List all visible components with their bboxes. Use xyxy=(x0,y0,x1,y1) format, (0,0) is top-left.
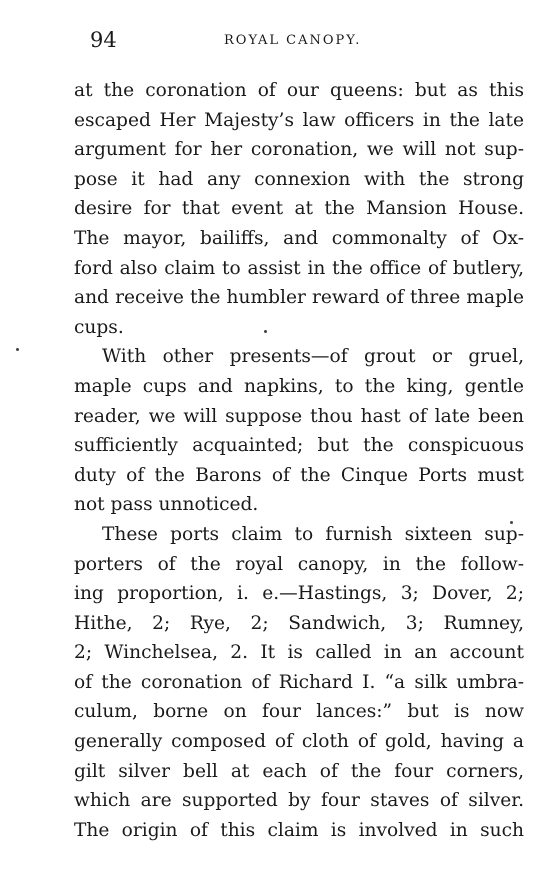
text-line: which are supported by four staves of silver. xyxy=(74,790,524,812)
text-line: not pass unnoticed. xyxy=(74,494,259,516)
text-line: argument for her coronation, we will not sup- xyxy=(74,139,524,161)
text-line: With other presents—of grout or gruel, xyxy=(102,346,524,368)
page-number: 94 xyxy=(90,28,117,52)
text-line: duty of the Barons of the Cinque Ports must xyxy=(74,464,524,486)
text-line: The origin of this claim is involved in such xyxy=(74,819,524,841)
text-line: These ports claim to furnish sixteen sup- xyxy=(102,523,524,545)
text-line: porters of the royal canopy, in the follow- xyxy=(74,553,524,575)
text-line: culum, borne on four lances:” but is now xyxy=(74,701,524,723)
text-line: 2; Winchelsea, 2. It is called in an account xyxy=(74,642,524,664)
text-line: sufficiently acquainted; but the conspicuous xyxy=(74,435,524,457)
text-line: generally composed of cloth of gold, having a xyxy=(74,731,524,753)
text-line: escaped Her Majesty’s law officers in the late xyxy=(74,109,524,131)
body-text xyxy=(74,76,524,845)
text-line: The mayor, bailiffs, and commonalty of Ox- xyxy=(74,227,524,249)
text-line: ford also claim to assist in the office of butlery, xyxy=(74,257,524,279)
print-speck xyxy=(264,330,267,333)
text-line: Hithe, 2; Rye, 2; Sandwich, 3; Rumney, xyxy=(74,612,524,634)
text-line: ing proportion, i. e.—Hastings, 3; Dover, 2; xyxy=(74,583,524,605)
print-speck xyxy=(510,521,513,524)
text-line: reader, we will suppose thou hast of late been xyxy=(74,405,524,427)
print-speck xyxy=(16,348,19,351)
text-line: desire for that event at the Mansion House. xyxy=(74,198,524,220)
running-title: ROYAL CANOPY. xyxy=(224,33,362,48)
text-line: and receive the humbler reward of three maple xyxy=(74,287,524,309)
page-header xyxy=(0,27,555,53)
text-line: gilt silver bell at each of the four corners, xyxy=(74,760,524,782)
text-line: cups. xyxy=(74,316,124,338)
text-line: at the coronation of our queens: but as this xyxy=(74,80,524,101)
text-line: maple cups and napkins, to the king, gentle xyxy=(74,375,524,397)
text-line: of the coronation of Richard I. “a silk umbra- xyxy=(74,671,524,693)
text-line: pose it had any connexion with the strong xyxy=(74,168,524,190)
